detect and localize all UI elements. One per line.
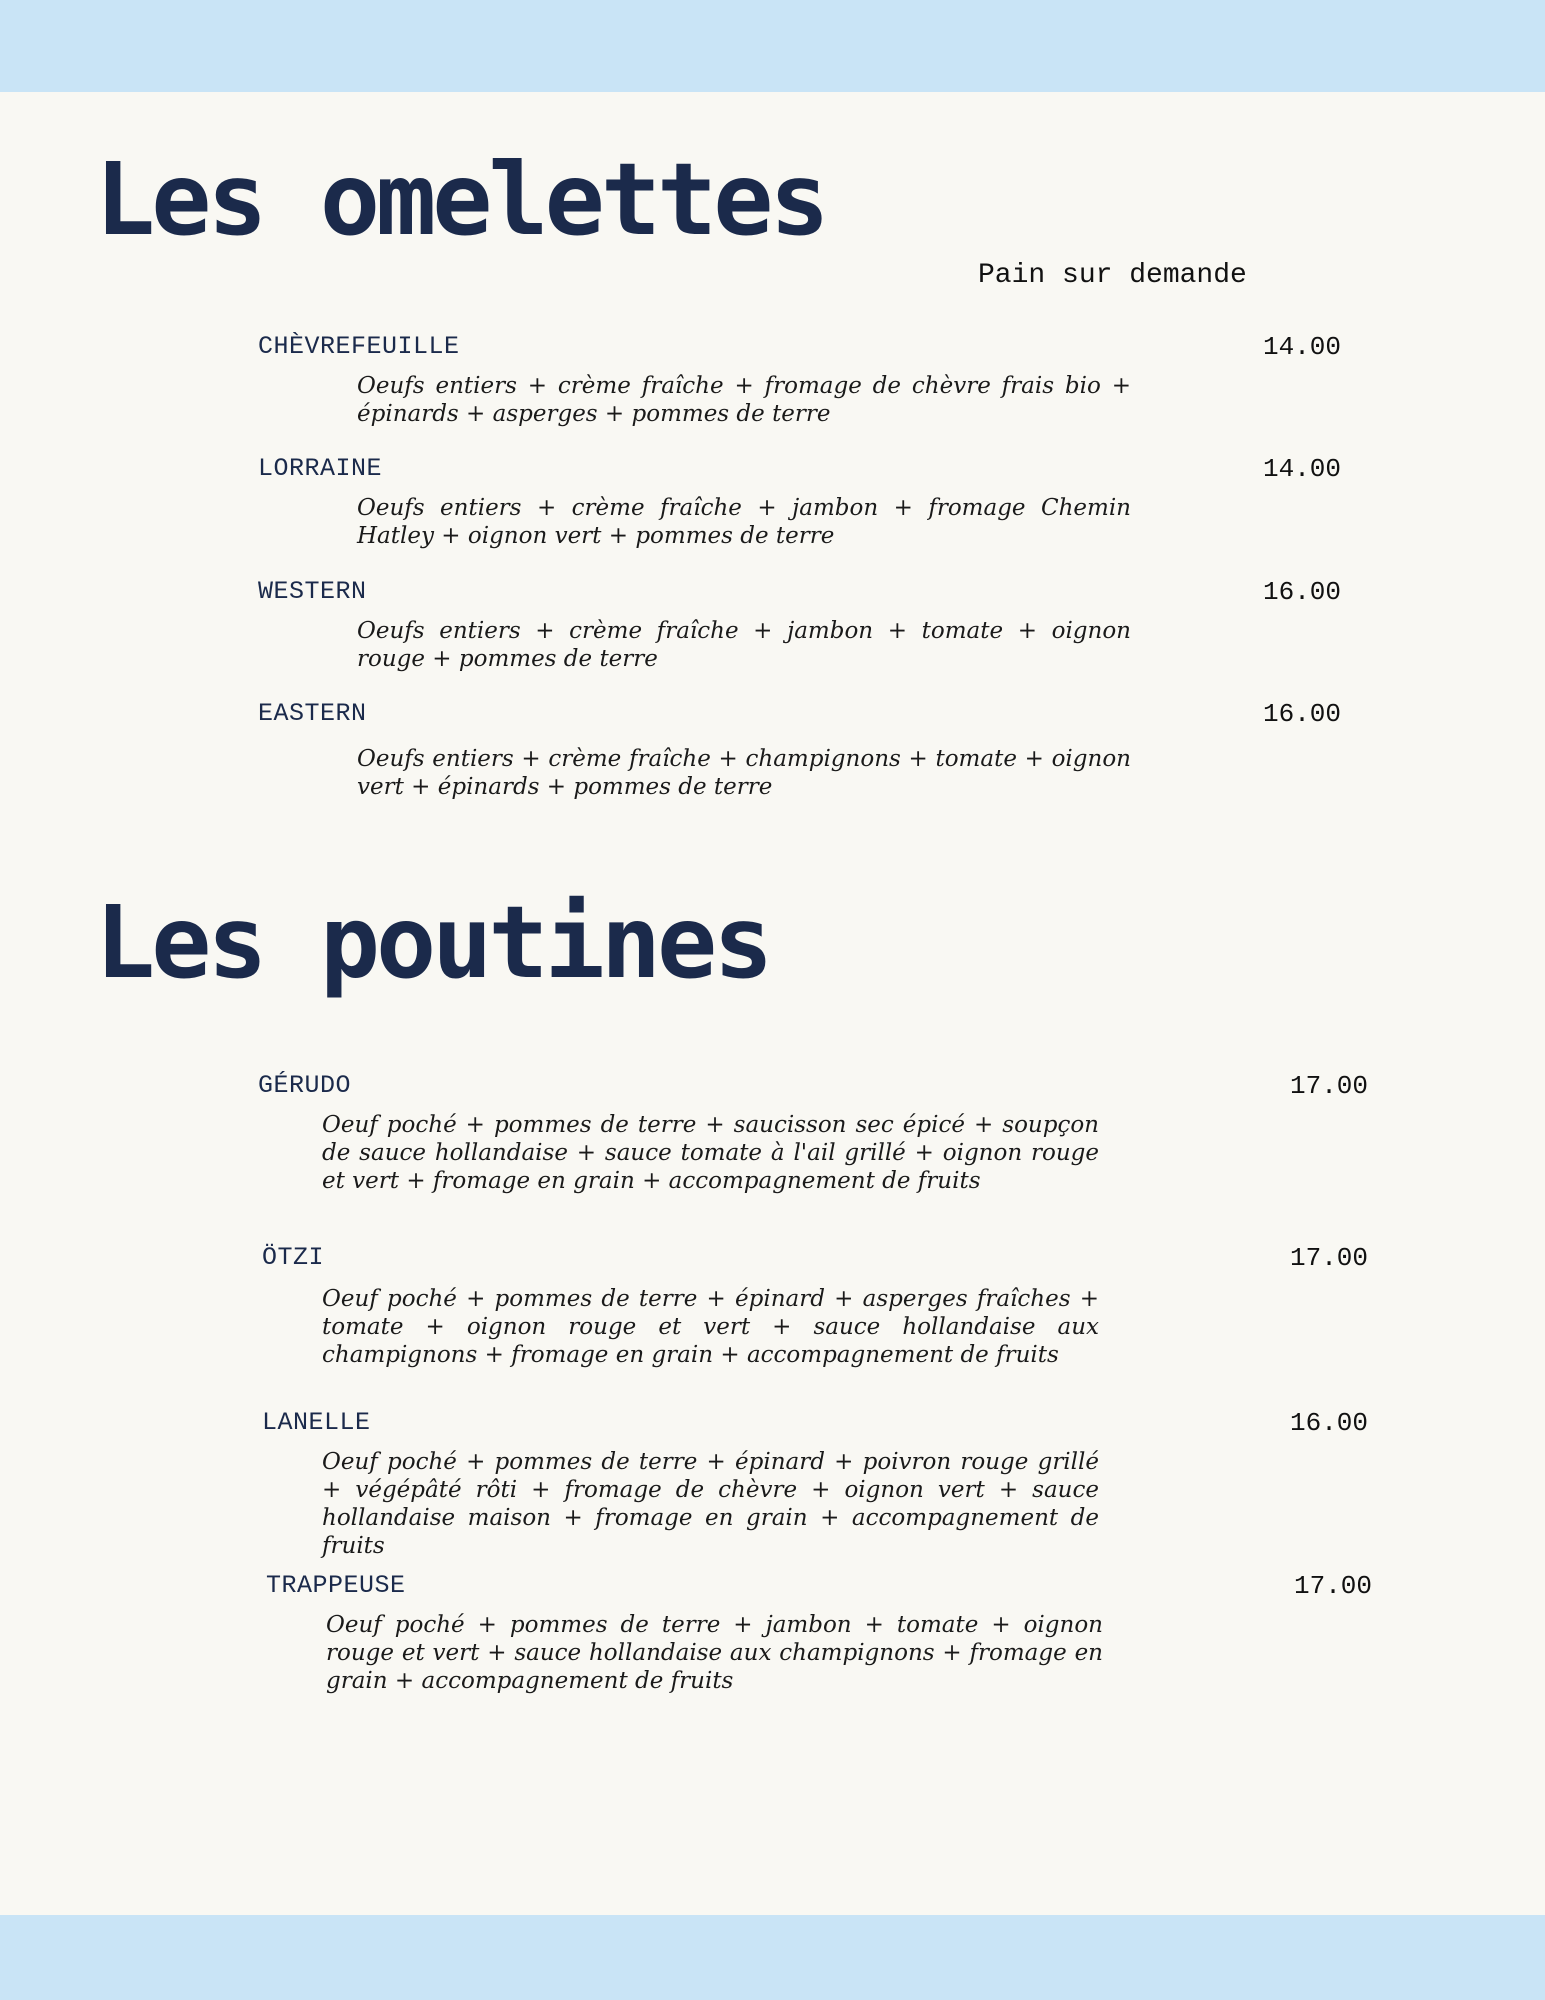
item-price: 14.00 [1263, 454, 1342, 484]
item-name: WESTERN [258, 577, 367, 606]
bottom-band [0, 1915, 1545, 2000]
item-price: 17.00 [1294, 1571, 1373, 1601]
bread-note: Pain sur demande [978, 260, 1247, 291]
item-price: 14.00 [1263, 332, 1342, 362]
item-price: 16.00 [1263, 699, 1342, 729]
top-band [0, 0, 1545, 92]
item-description: Oeuf poché + pommes de terre + saucisson sec épicé + soupçon de sauce hollandaise + sauce tomate à l'ail grillé + oignon rouge et vert + fromage en grain + accompagnement de fruits [322, 1112, 1099, 1194]
item-description: Oeuf poché + pommes de terre + épinard + asperges fraîches + tomate + oignon rouge et vert + sauce hollandaise aux champignons + fromage en grain + accompagnement de fruits [322, 1286, 1099, 1368]
item-name: ÖTZI [262, 1243, 325, 1272]
item-name: EASTERN [258, 699, 367, 728]
item-price: 16.00 [1290, 1408, 1369, 1438]
item-price: 17.00 [1290, 1071, 1369, 1101]
item-price: 17.00 [1290, 1243, 1369, 1273]
item-description: Oeufs entiers + crème fraîche + jambon + tomate + oignon rouge + pommes de terre [357, 618, 1131, 672]
omelettes-title: Les omelettes [95, 141, 826, 258]
item-description: Oeufs entiers + crème fraîche + jambon + fromage Chemin Hatley + oignon vert + pommes de terre [357, 495, 1131, 549]
item-description: Oeufs entiers + crème fraîche + champignons + tomate + oignon vert + épinards + pommes de terre [357, 746, 1131, 800]
item-description: Oeufs entiers + crème fraîche + fromage de chèvre frais bio + épinards + asperges + pommes de terre [357, 373, 1131, 427]
poutines-title: Les poutines [95, 884, 770, 1001]
item-name: GÉRUDO [258, 1071, 352, 1100]
item-name: LANELLE [262, 1408, 371, 1437]
item-name: LORRAINE [258, 454, 383, 483]
item-description: Oeuf poché + pommes de terre + épinard + poivron rouge grillé + végépâté rôti + fromage de chèvre + oignon vert + sauce hollandaise maison + fromage en grain + accompagnement de fruits [322, 1449, 1099, 1559]
item-name: TRAPPEUSE [266, 1571, 406, 1600]
item-price: 16.00 [1263, 577, 1342, 607]
item-description: Oeuf poché + pommes de terre + jambon + tomate + oignon rouge et vert + sauce hollandaise aux champignons + fromage en grain + accompagnement de fruits [326, 1612, 1103, 1694]
item-name: CHÈVREFEUILLE [258, 332, 460, 361]
